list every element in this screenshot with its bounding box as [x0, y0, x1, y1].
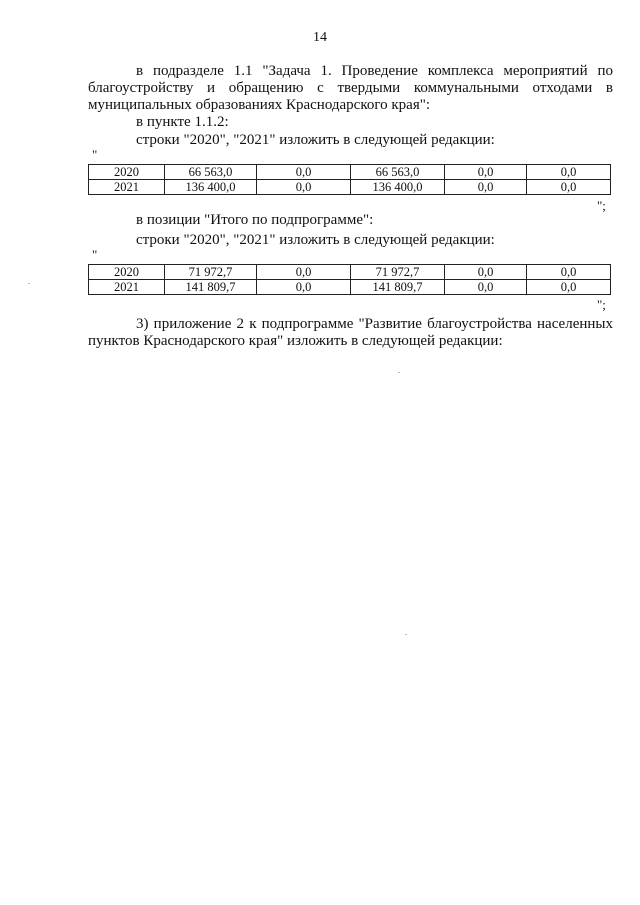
table-row	[89, 265, 611, 280]
table-cell: 0,0	[445, 180, 527, 195]
table-row	[89, 280, 611, 295]
table-cell: 0,0	[257, 280, 351, 295]
table-cell: 0,0	[445, 265, 527, 280]
table-cell: 136 400,0	[165, 180, 257, 195]
table-row	[89, 180, 611, 195]
table-cell: 71 972,7	[165, 265, 257, 280]
scan-speck	[28, 283, 30, 284]
table-cell: 141 809,7	[165, 280, 257, 295]
table-cell: 66 563,0	[351, 165, 445, 180]
replacement-table-2	[88, 264, 611, 295]
table-cell: 2021	[89, 280, 165, 295]
table-cell: 2021	[89, 180, 165, 195]
table-cell: 141 809,7	[351, 280, 445, 295]
table-cell: 2020	[89, 165, 165, 180]
table-cell: 0,0	[527, 280, 611, 295]
table-cell: 0,0	[257, 265, 351, 280]
item-3-paragraph: 3) приложение 2 к подпрограмме "Развитие благоустройства населенных пунктов Краснодарского края" изложить в следующей редакции:	[88, 316, 613, 349]
open-quote-2: "	[92, 247, 98, 262]
table-row	[89, 165, 611, 180]
table-cell: 0,0	[257, 165, 351, 180]
table-cell: 0,0	[445, 280, 527, 295]
table-cell: 0,0	[527, 165, 611, 180]
table-cell: 0,0	[527, 265, 611, 280]
table-cell: 0,0	[527, 180, 611, 195]
scan-speck	[398, 372, 400, 373]
clause-2: в позиции "Итого по подпрограмме":	[136, 212, 374, 228]
table-cell: 2020	[89, 265, 165, 280]
close-quote-2: ";	[597, 297, 606, 312]
table-cell: 0,0	[445, 165, 527, 180]
table-cell: 136 400,0	[351, 180, 445, 195]
replacement-table-1	[88, 164, 611, 195]
table-cell: 66 563,0	[165, 165, 257, 180]
scan-speck	[405, 634, 407, 635]
rows-instruction-2: строки "2020", "2021" изложить в следующей редакции:	[136, 232, 495, 248]
clause-1: в пункте 1.1.2:	[136, 114, 229, 130]
close-quote-1: ";	[597, 198, 606, 213]
table-cell: 71 972,7	[351, 265, 445, 280]
open-quote-1: "	[92, 147, 98, 162]
page-number: 14	[313, 30, 327, 45]
rows-instruction-1: строки "2020", "2021" изложить в следующей редакции:	[136, 132, 495, 148]
table-cell: 0,0	[257, 180, 351, 195]
intro-paragraph: в подразделе 1.1 "Задача 1. Проведение комплекса мероприятий по благоустройству и обращению с твердыми коммунальными отходами в муниципальных образованиях Краснодарского края":	[88, 63, 613, 113]
